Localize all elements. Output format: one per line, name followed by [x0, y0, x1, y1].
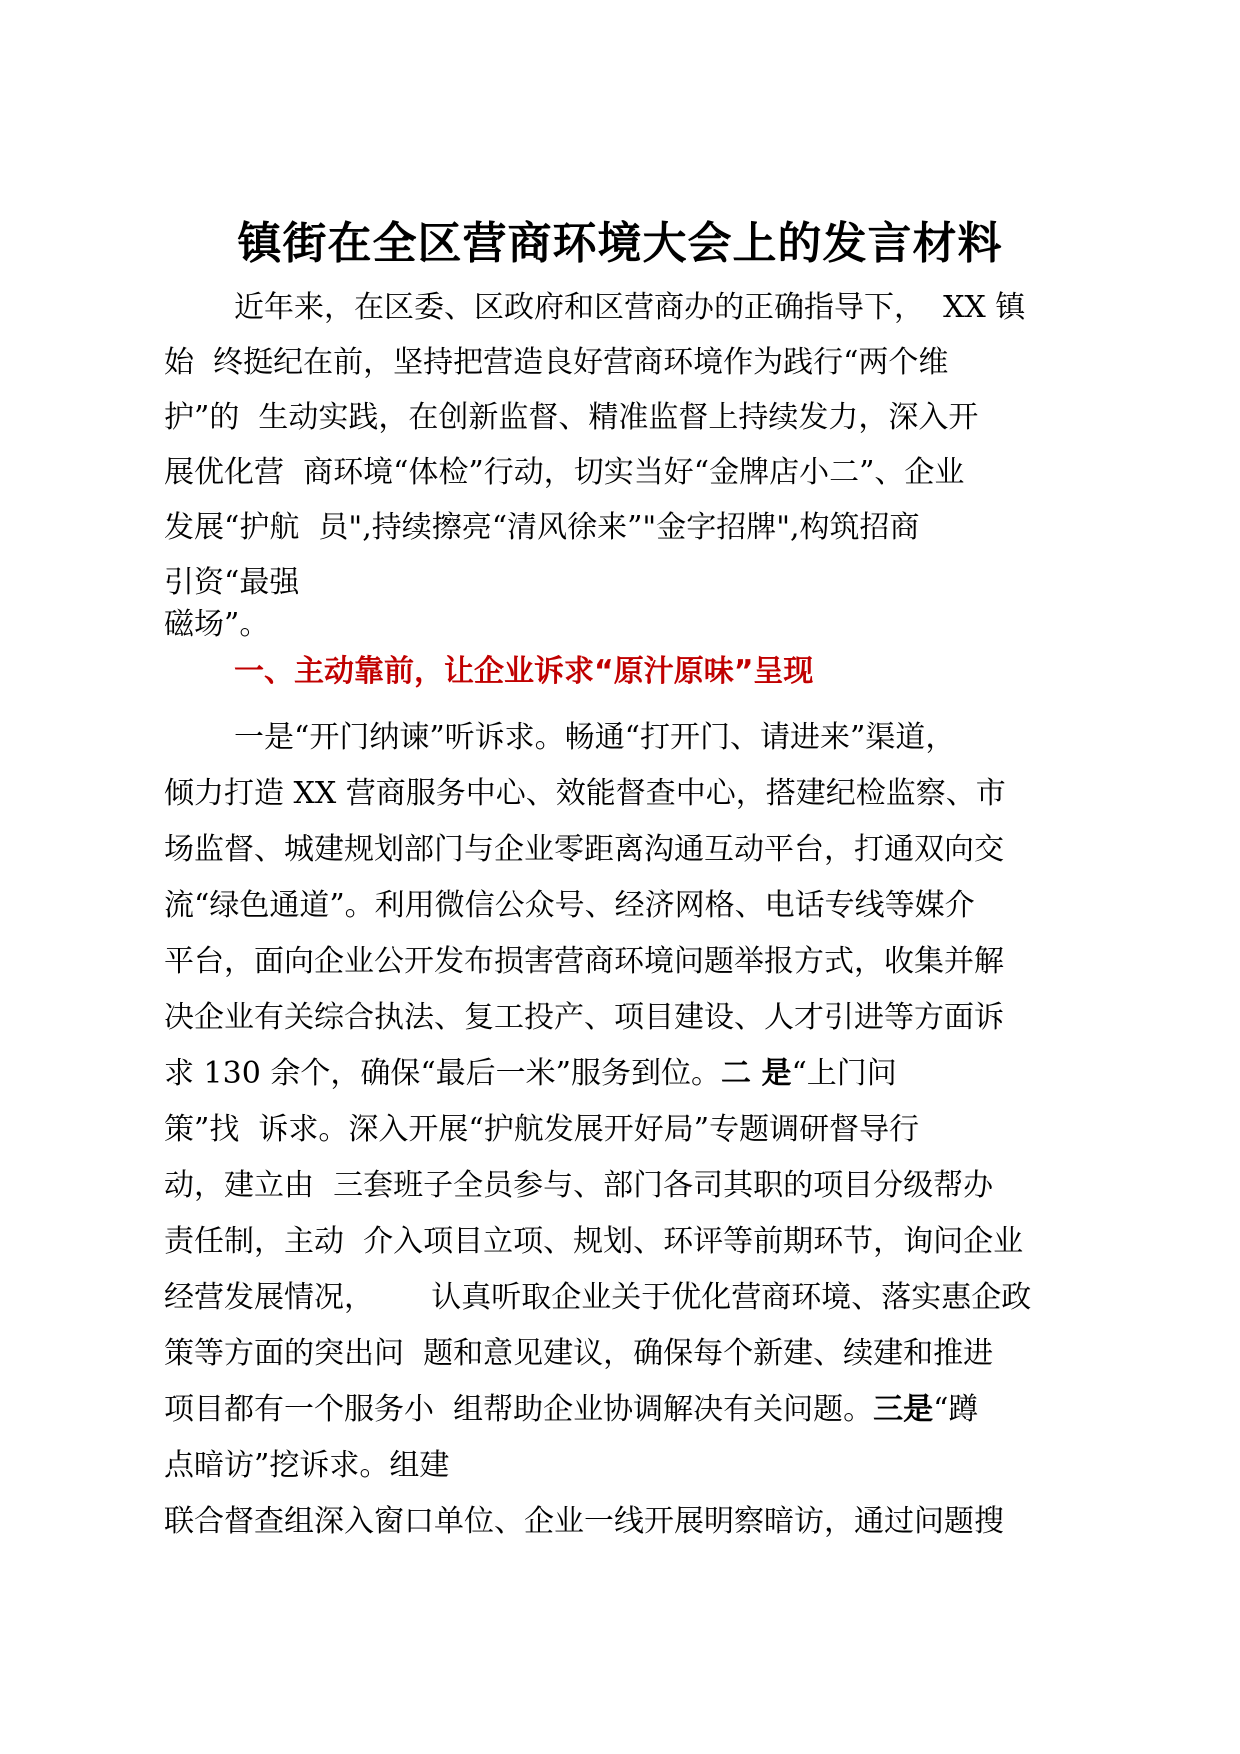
body-line: 责任制，主动 介入项目立项、规划、环评等前期环节，询问企业	[164, 1224, 1024, 1259]
body-line: 倾力打造 XX 营商服务中心、效能督查中心，搭建纪检监察、市	[164, 776, 1006, 811]
intro-line: 护”的 生动实践，在创新监督、精准监督上持续发力，深入开	[164, 400, 979, 435]
body-line: 点暗访”挖诉求。组建	[164, 1448, 450, 1483]
body-line: 经营发展情况， 认真听取企业关于优化营商环境、落实惠企政	[164, 1280, 1032, 1315]
intro-line: 展优化营 商环境“体检”行动，切实当好“金牌店小二”、企业	[164, 455, 965, 490]
body-line	[164, 1390, 978, 1430]
body-line	[164, 1054, 897, 1094]
bold-marker: 二 是	[721, 1056, 792, 1091]
bold-marker: 三是	[873, 1392, 934, 1427]
body-line: 策等方面的突出问 题和意见建议，确保每个新建、续建和推进	[164, 1336, 994, 1371]
body-line: 联合督查组深入窗口单位、企业一线开展明察暗访，通过问题搜	[164, 1504, 1004, 1539]
intro-line: 发展“护航 员",持续擦亮“清风徐来”"金字招牌",构筑招商	[164, 510, 920, 545]
body-line: 一是“开门纳谏”听诉求。畅通“打开门、请进来”渠道，	[234, 720, 956, 755]
section-heading: 一、主动靠前，让企业诉求“原汁原味”呈现	[234, 654, 814, 689]
body-text: “蹲	[933, 1392, 979, 1427]
intro-line: 引资“最强	[164, 565, 300, 600]
body-text: “上门问	[791, 1056, 897, 1091]
body-text: 项目都有一个服务小 组帮助企业协调解决有关问题。	[164, 1392, 874, 1427]
document-title: 镇街在全区营商环境大会上的发言材料	[237, 218, 1003, 269]
intro-line: 近年来，在区委、区政府和区营商办的正确指导下， XX 镇	[234, 290, 1026, 325]
body-line: 平台，面向企业公开发布损害营商环境问题举报方式，收集并解	[164, 944, 1004, 979]
body-line: 流“绿色通道”。利用微信公众号、经济网格、电话专线等媒介	[164, 888, 975, 923]
body-line: 场监督、城建规划部门与企业零距离沟通互动平台，打通双向交	[164, 832, 1004, 867]
body-line: 决企业有关综合执法、复工投产、项目建设、人才引进等方面诉	[164, 1000, 1004, 1035]
intro-line: 磁场”。	[164, 607, 270, 642]
body-line: 策”找 诉求。深入开展“护航发展开好局”专题调研督导行	[164, 1112, 920, 1147]
body-text: 求 130 余个，确保“最后一米”服务到位。	[164, 1056, 722, 1091]
intro-line: 始 终挺纪在前，坚持把营造良好营商环境作为践行“两个维	[164, 345, 949, 380]
body-line: 动，建立由 三套班子全员参与、部门各司其职的项目分级帮办	[164, 1168, 994, 1203]
